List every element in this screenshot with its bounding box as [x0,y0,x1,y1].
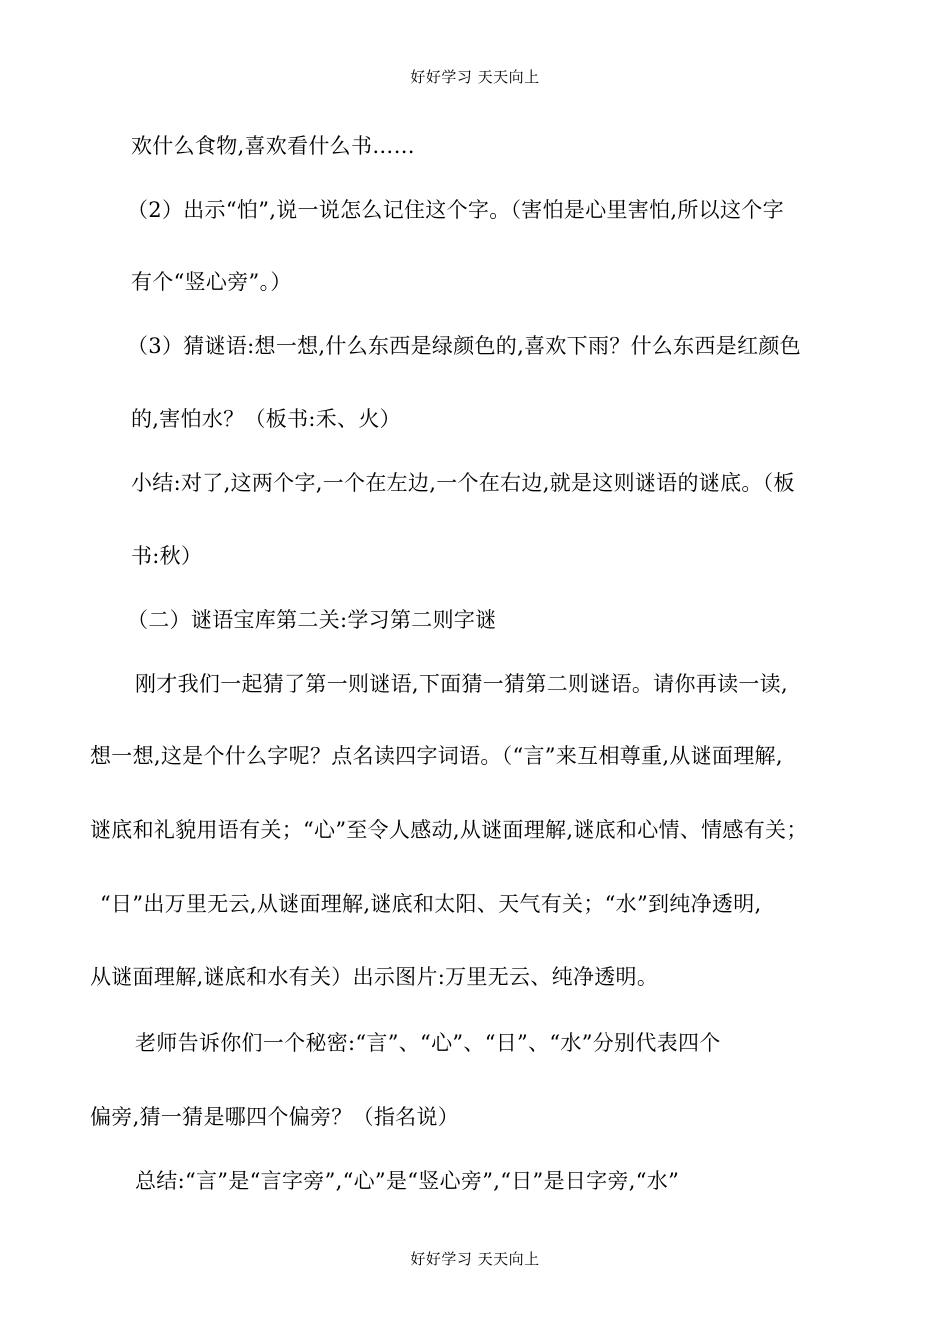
text-line: 从谜面理解,谜底和水有关）出示图片:万里无云、纯净透明。 [90,965,659,989]
text-line: 有个“竖心旁”。） [131,270,292,294]
text-line: 谜底和礼貌用语有关；“心”至令人感动,从谜面理解,谜底和心情、情感有关； [90,818,808,842]
text-line: 刚才我们一起猜了第一则谜语,下面猜一猜第二则谜语。请你再读一读, [135,672,788,696]
text-line: 欢什么食物,喜欢看什么书…… [131,134,415,158]
text-line: （2）出示“怕”,说一说怎么记住这个字。（害怕是心里害怕,所以这个字 [127,198,784,222]
text-line: 偏旁,猜一猜是哪四个偏旁？（指名说） [90,1105,460,1129]
text-line: 老师告诉你们一个秘密:“言”、“心”、“日”、“水”分别代表四个 [135,1031,721,1055]
section-heading: （二）谜语宝库第二关:学习第二则字谜 [127,608,497,632]
text-line: “日”出万里无云,从谜面理解,谜底和太阳、天气有关；“水”到纯净透明, [100,892,762,916]
text-line: 书:秋） [131,544,203,568]
text-line: 想一想,这是个什么字呢？点名读四字词语。（“言”来互相尊重,从谜面理解, [90,744,783,768]
page-header: 好好学习 天天向上 [410,68,540,86]
page-footer: 好好学习 天天向上 [410,1250,540,1268]
text-line: 总结:“言”是“言字旁”,“心”是“竖心旁”,“日”是日字旁,“水” [135,1169,680,1193]
text-line: 小结:对了,这两个字,一个在左边,一个在右边,就是这则谜语的谜底。（板 [131,471,795,495]
text-line: （3）猜谜语:想一想,什么东西是绿颜色的,喜欢下雨？什么东西是红颜色 [127,334,801,358]
text-line: 的,害怕水？（板书:禾、火） [131,407,401,431]
